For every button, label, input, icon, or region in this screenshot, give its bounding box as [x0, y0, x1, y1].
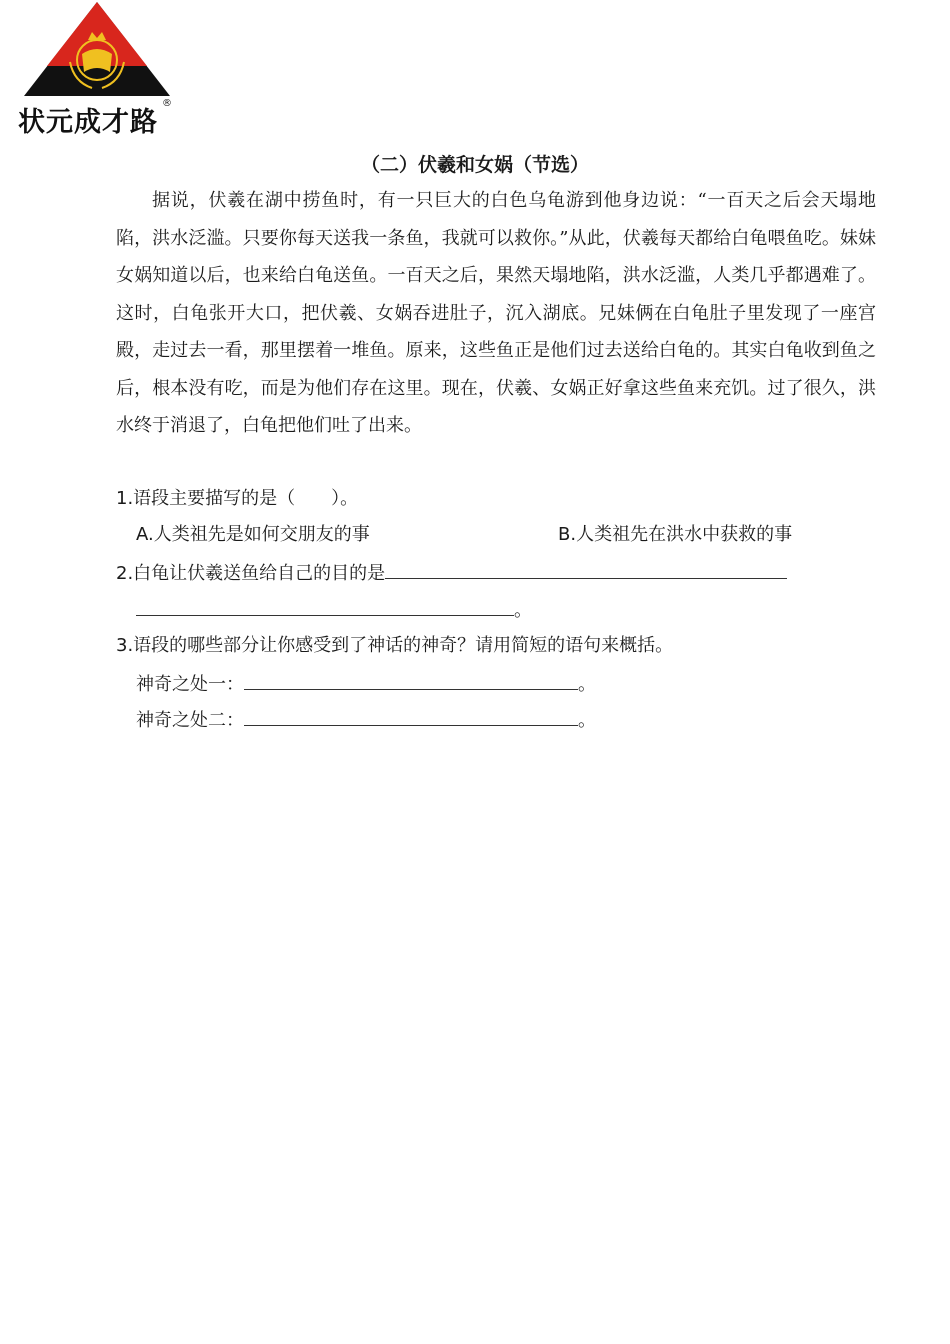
question-3-item-1: [136, 669, 596, 699]
question-1-option-a[interactable]: A.人类祖先是如何交朋友的事: [136, 524, 370, 545]
item-end: 。: [578, 710, 596, 731]
item-label: 神奇之处一：: [136, 674, 244, 695]
answer-blank[interactable]: [244, 705, 578, 726]
question-2-end: 。: [514, 600, 532, 621]
question-3-item-2: [136, 705, 596, 735]
logo-emblem-icon: [22, 0, 172, 100]
passage: [116, 182, 876, 445]
question-2: [116, 558, 787, 588]
question-1: 1.语段主要描写的是（ ）。: [116, 488, 359, 509]
item-end: 。: [578, 674, 596, 695]
logo-text: 状元成才路: [18, 107, 158, 138]
question-3: 3.语段的哪些部分让你感受到了神话的神奇？请用简短的语句来概括。: [116, 635, 674, 656]
item-label: 神奇之处二：: [136, 710, 244, 731]
logo: [10, 0, 170, 140]
answer-blank[interactable]: [385, 558, 787, 579]
registered-mark: ®: [162, 98, 172, 109]
question-1-option-b[interactable]: B.人类祖先在洪水中获救的事: [558, 524, 793, 545]
question-2-continued: [136, 595, 532, 625]
question-2-text: 2.白龟让伏羲送鱼给自己的目的是: [116, 563, 386, 584]
answer-blank[interactable]: [136, 595, 514, 616]
section-title: （二）伏羲和女娲（节选）: [360, 154, 589, 176]
answer-blank[interactable]: [244, 669, 578, 690]
passage-text: 据说，伏羲在湖中捞鱼时，有一只巨大的白色乌龟游到他身边说：“一百天之后会天塌地陷，洪水泛滥。只要你每天送我一条鱼，我就可以救你。”从此，伏羲每天都给白龟喂鱼吃。妹妹女娲知道以后，也来给白龟送鱼。一百天之后，果然天塌地陷，洪水泛滥，人类几乎都遇难了。这时，白龟张开大口，把伏羲、女娲吞进肚子，沉入湖底。兄妹俩在白龟肚子里发现了一座宫殿，走过去一看，那里摆着一堆鱼。原来，这些鱼正是他们过去送给白龟的。其实白龟收到鱼之后，根本没有吃，而是为他们存在这里。现在，伏羲、女娲正好拿这些鱼来充饥。过了很久，洪水终于消退了，白龟把他们吐了出来。: [116, 190, 876, 436]
